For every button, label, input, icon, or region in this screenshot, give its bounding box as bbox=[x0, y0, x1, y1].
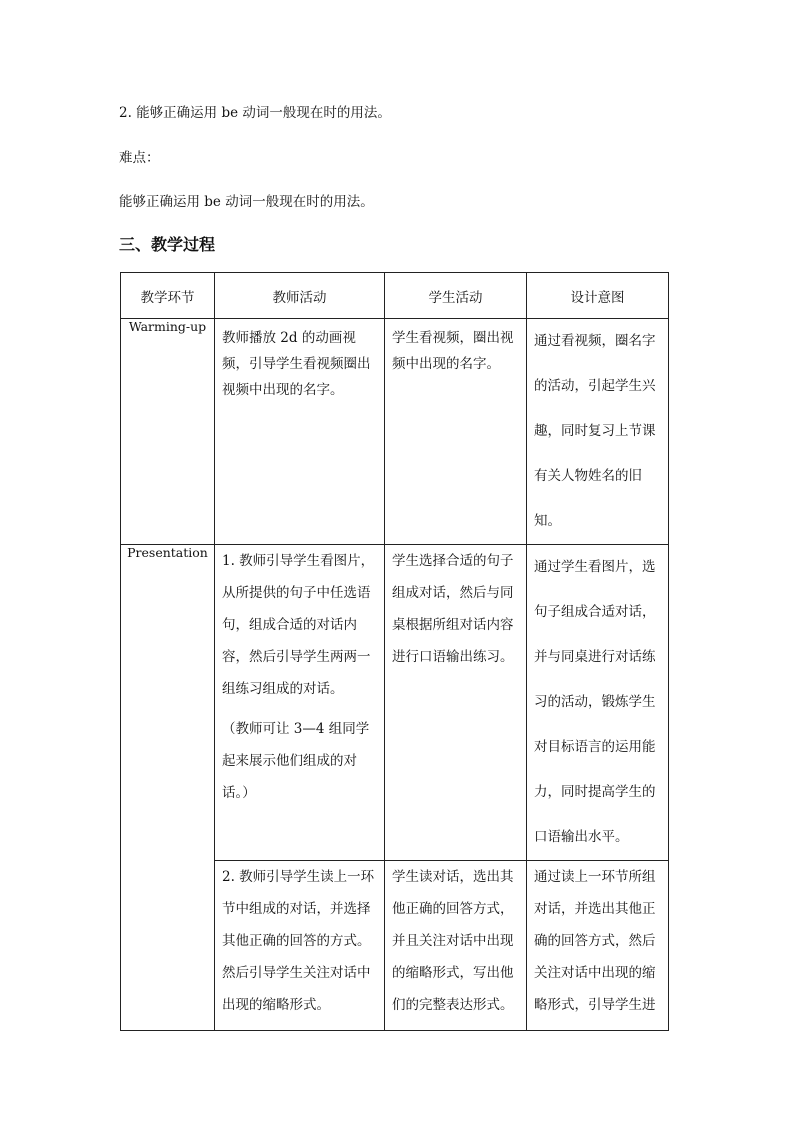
teacher-activity-cell bbox=[215, 319, 385, 545]
stage-cell bbox=[121, 319, 215, 545]
header-stage: 教学环节 bbox=[121, 273, 215, 319]
student-activity-cell bbox=[385, 861, 527, 1031]
teacher-activity-cell bbox=[215, 861, 385, 1031]
teacher-activity-text: 2. 教师引导学生读上一环节中组成的对话，并选择其他正确的回答的方式。然后引导学生关注对话中出现的缩略形式。 bbox=[222, 869, 375, 1013]
stage-label: Presentation bbox=[127, 545, 208, 560]
stage-cell bbox=[121, 545, 215, 1031]
design-intent-cell bbox=[527, 861, 669, 1031]
section-heading: 三、教学过程 bbox=[119, 235, 216, 254]
table-row bbox=[121, 545, 669, 861]
teaching-process-table bbox=[120, 272, 669, 1031]
teacher-activity-cell bbox=[215, 545, 385, 861]
student-activity-text: 学生看视频，圈出视频中出现的名字。 bbox=[392, 330, 514, 372]
stage-label: Warming-up bbox=[128, 319, 207, 334]
header-student-activity: 学生活动 bbox=[385, 273, 527, 319]
student-activity-text: 学生读对话，选出其他正确的回答方式，并且关注对话中出现的缩略形式，写出他们的完整表达形式。 bbox=[392, 869, 514, 1013]
teacher-activity-text: 教师播放 2d 的动画视频，引导学生看视频圈出视频中出现的名字。 bbox=[222, 330, 371, 398]
difficulty-text: 能够正确运用 be 动词一般现在时的用法。 bbox=[119, 194, 374, 210]
header-teacher-activity: 教师活动 bbox=[215, 273, 385, 319]
table-row bbox=[121, 319, 669, 545]
design-intent-text: 通过看视频，圈名字的活动，引起学生兴趣，同时复习上节课有关人物姓名的旧知。 bbox=[534, 333, 656, 529]
design-intent-cell bbox=[527, 319, 669, 545]
teacher-activity-note: （教师可让 3—4 组同学起来展示他们组成的对话。） bbox=[222, 721, 370, 801]
student-activity-cell bbox=[385, 545, 527, 861]
student-activity-cell bbox=[385, 319, 527, 545]
design-intent-text: 通过学生看图片，选句子组成合适对话，并与同桌进行对话练习的活动，锻炼学生对目标语言的运用能力，同时提高学生的口语输出水平。 bbox=[534, 559, 656, 845]
teacher-activity-text: 1. 教师引导学生看图片，从所提供的句子中任选语句，组成合适的对话内容，然后引导学生两两一组练习组成的对话。 bbox=[222, 553, 375, 697]
header-design-intent: 设计意图 bbox=[527, 273, 669, 319]
difficulty-label: 难点： bbox=[119, 150, 160, 166]
table-header-row bbox=[121, 273, 669, 319]
goal-2-text: 2. 能够正确运用 be 动词一般现在时的用法。 bbox=[119, 105, 391, 121]
student-activity-text: 学生选择合适的句子组成对话，然后与同桌根据所组对话内容进行口语输出练习。 bbox=[392, 553, 514, 665]
design-intent-text: 通过读上一环节所组对话，并选出其他正确的回答方式，然后关注对话中出现的缩略形式，引导学生进 bbox=[534, 869, 656, 1013]
design-intent-cell bbox=[527, 545, 669, 861]
